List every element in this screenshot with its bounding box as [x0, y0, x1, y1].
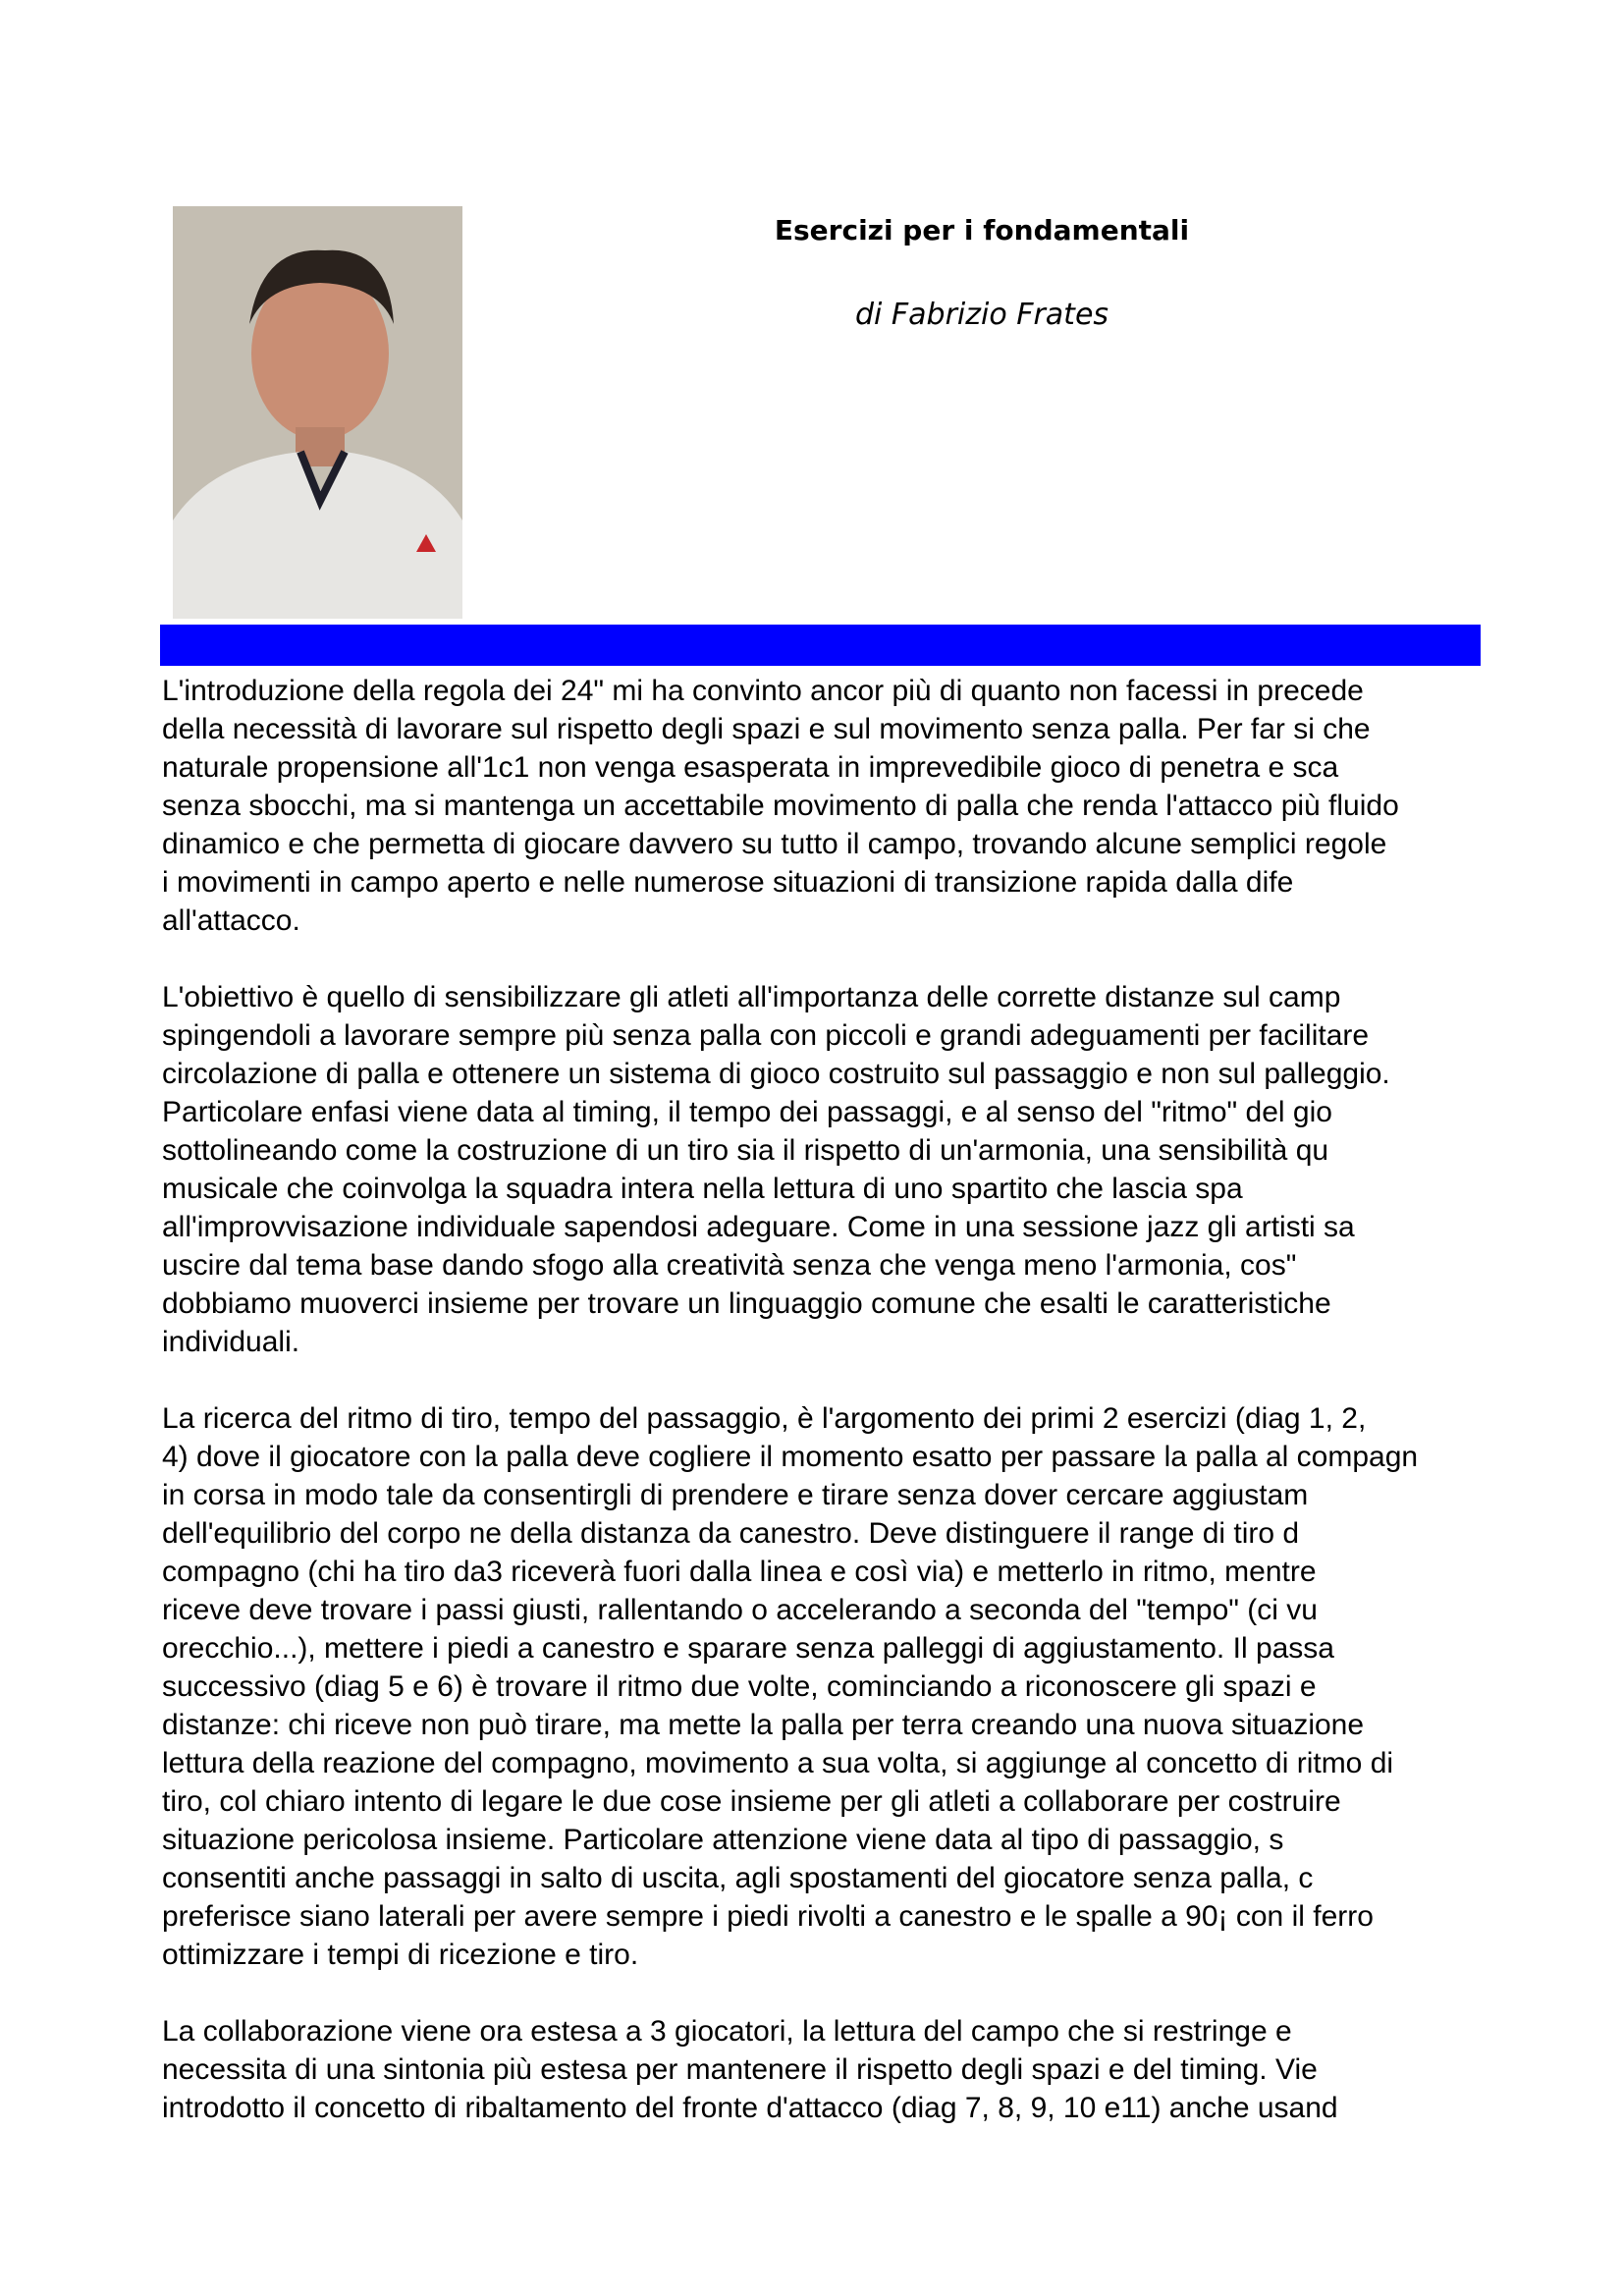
author-line: di Fabrizio Frates — [854, 298, 1109, 332]
text-line: L'introduzione della regola dei 24" mi ha convinto ancor più di quanto non facessi in precede — [162, 675, 1364, 707]
author-photo — [173, 206, 462, 619]
text-line: successivo (diag 5 e 6) è trovare il ritmo due volte, cominciando a riconoscere gli spazi e — [162, 1670, 1317, 1703]
text-line: riceve deve trovare i passi giusti, rallentando o accelerando a seconda del "tempo" (ci vu — [162, 1594, 1318, 1626]
text-line: individuali. — [162, 1326, 300, 1358]
text-line: L'obiettivo è quello di sensibilizzare gli atleti all'importanza delle corrette distanze sul camp — [162, 981, 1341, 1013]
text-line: all'attacco. — [162, 904, 300, 937]
article-body — [162, 672, 1483, 2127]
paragraph-gap — [162, 1361, 1483, 1399]
paragraph — [162, 978, 1483, 1361]
text-line: La ricerca del ritmo di tiro, tempo del passaggio, è l'argomento dei primi 2 esercizi (diag 1, 2, — [162, 1402, 1367, 1435]
text-line: consentiti anche passaggi in salto di uscita, agli spostamenti del giocatore senza palla, c — [162, 1862, 1314, 1894]
text-line: lettura della reazione del compagno, movimento a sua volta, si aggiunge al concetto di ritmo di — [162, 1747, 1394, 1779]
text-line: dinamico e che permetta di giocare davvero su tutto il campo, trovando alcune semplici regole — [162, 828, 1387, 860]
text-line: La collaborazione viene ora estesa a 3 giocatori, la lettura del campo che si restringe e — [162, 2015, 1292, 2048]
paragraph-gap — [162, 1974, 1483, 2012]
text-line: necessita di una sintonia più estesa per mantenere il rispetto degli spazi e del timing. Vie — [162, 2053, 1318, 2086]
text-line: della necessità di lavorare sul rispetto degli spazi e sul movimento senza palla. Per far si che — [162, 713, 1371, 745]
text-line: all'improvvisazione individuale sapendosi adeguare. Come in una sessione jazz gli artisti sa — [162, 1211, 1355, 1243]
text-line: situazione pericolosa insieme. Particolare attenzione viene data al tipo di passaggio, s — [162, 1824, 1284, 1856]
text-line: orecchio...), mettere i piedi a canestro e sparare senza palleggi di aggiustamento. Il passa — [162, 1632, 1334, 1665]
paragraph — [162, 2012, 1483, 2127]
text-line: ottimizzare i tempi di ricezione e tiro. — [162, 1939, 639, 1971]
text-line: dell'equilibrio del corpo ne della distanza da canestro. Deve distinguere il range di tiro d — [162, 1517, 1300, 1550]
text-line: musicale che coinvolga la squadra intera nella lettura di uno spartito che lascia spa — [162, 1173, 1243, 1205]
text-line: introdotto il concetto di ribaltamento del fronte d'attacco (diag 7, 8, 9, 10 e11) anche usand — [162, 2092, 1338, 2124]
text-line: i movimenti in campo aperto e nelle numerose situazioni di transizione rapida dalla dife — [162, 866, 1294, 899]
text-line: dobbiamo muoverci insieme per trovare un linguaggio comune che esalti le caratteristiche — [162, 1287, 1331, 1320]
text-line: sottolineando come la costruzione di un tiro sia il rispetto di un'armonia, una sensibilità qu — [162, 1134, 1329, 1167]
document-title: Esercizi per i fondamentali — [774, 214, 1190, 246]
text-line: senza sbocchi, ma si mantenga un accettabile movimento di palla che renda l'attacco più fluido — [162, 790, 1399, 822]
text-line: preferisce siano laterali per avere sempre i piedi rivolti a canestro e le spalle a 90¡ con il ferro — [162, 1900, 1374, 1933]
header-divider-bar — [160, 625, 1481, 666]
text-line: uscire dal tema base dando sfogo alla creatività senza che venga meno l'armonia, cos" — [162, 1249, 1297, 1282]
text-line: 4) dove il giocatore con la palla deve cogliere il momento esatto per passare la palla al compagn — [162, 1441, 1419, 1473]
paragraph — [162, 1399, 1483, 1974]
text-line: spingendoli a lavorare sempre più senza palla con piccoli e grandi adeguamenti per facilitare — [162, 1019, 1370, 1052]
text-line: tiro, col chiaro intento di legare le due cose insieme per gli atleti a collaborare per costruire — [162, 1785, 1341, 1818]
text-line: in corsa in modo tale da consentirgli di prendere e tirare senza dover cercare aggiustam — [162, 1479, 1309, 1511]
text-line: compagno (chi ha tiro da3 riceverà fuori dalla linea e così via) e metterlo in ritmo, mentre — [162, 1556, 1317, 1588]
text-line: circolazione di palla e ottenere un sistema di gioco costruito sul passaggio e non sul palleggio. — [162, 1058, 1390, 1090]
text-line: distanze: chi riceve non può tirare, ma mette la palla per terra creando una nuova situazione — [162, 1709, 1365, 1741]
text-line: naturale propensione all'1c1 non venga esasperata in imprevedibile gioco di penetra e sca — [162, 751, 1339, 784]
text-line: Particolare enfasi viene data al timing, il tempo dei passaggi, e al senso del "ritmo" del gio — [162, 1096, 1332, 1128]
paragraph — [162, 672, 1483, 940]
paragraph-gap — [162, 940, 1483, 978]
